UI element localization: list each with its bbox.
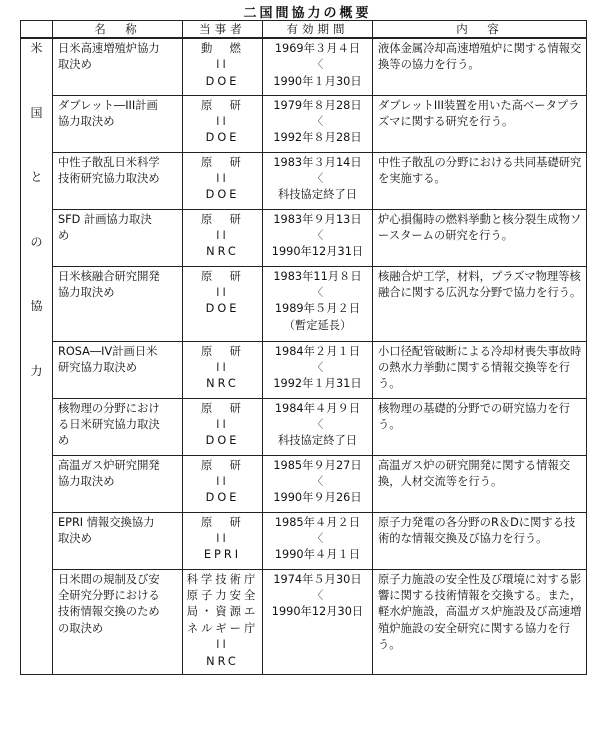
cell-party: [183, 341, 263, 398]
region-char: の: [30, 234, 43, 249]
table-row: [21, 95, 587, 152]
cell-period: [263, 95, 373, 152]
content-text: 核融合炉工学，材料，プラズマ物理等核融合に関する広汎な分野で協力を行う。: [378, 269, 582, 299]
party-line: DOE: [205, 434, 240, 448]
cell-content: [373, 512, 587, 569]
party-line: EPRI: [203, 548, 242, 562]
content-text: 高温ガス炉の研究開発に関する情報交換，人材交流等を行う。: [378, 458, 571, 488]
cooperation-table: [20, 20, 587, 675]
period-line: 1985年４月２日: [274, 515, 361, 529]
cell-party: [183, 38, 263, 95]
table-row: [21, 209, 587, 266]
table-row: [21, 152, 587, 209]
period-line: 1990年１月30日: [273, 74, 362, 88]
party-line: 原子力安全: [186, 588, 259, 602]
cell-period: [263, 152, 373, 209]
period-line: 1990年９月26日: [273, 491, 362, 505]
name-line: SFD 計画協力取決: [58, 212, 152, 226]
cell-period: [263, 38, 373, 95]
header-content: 内 容: [373, 21, 587, 39]
table-row: [21, 38, 587, 95]
party-line: DOE: [205, 302, 240, 316]
name-line: 研究協力取決め: [58, 360, 138, 374]
cell-party: [183, 152, 263, 209]
period-line: 〈: [311, 360, 324, 374]
period-line: 科技協定終了日: [277, 434, 358, 448]
cell-party: [183, 512, 263, 569]
cell-name: [53, 152, 183, 209]
content-text: 核物理の基礎的分野での研究協力を行う。: [378, 401, 571, 431]
period-line: 〈: [311, 474, 324, 488]
party-line: 原 研: [201, 155, 244, 169]
party-line: II: [216, 58, 229, 72]
period-line: 〈: [311, 588, 324, 602]
name-line: め: [58, 228, 70, 242]
period-line: 1974年５月30日: [273, 572, 362, 586]
party-line: II: [216, 171, 229, 185]
party-line: DOE: [205, 188, 240, 202]
table-row: [21, 455, 587, 512]
party-line: NRC: [206, 654, 239, 668]
party-line: 原 研: [201, 98, 244, 112]
period-line: 1990年12月30日: [271, 605, 364, 619]
period-line: 1983年３月14日: [273, 155, 362, 169]
cell-content: [373, 569, 587, 674]
cell-party: [183, 569, 263, 674]
cell-content: [373, 455, 587, 512]
cell-name: [53, 209, 183, 266]
cell-period: [263, 455, 373, 512]
party-line: II: [216, 360, 229, 374]
name-line: 日米高速増殖炉協力: [58, 42, 160, 55]
period-line: 1990年12月31日: [271, 245, 364, 259]
period-line: 1989年５月２日: [274, 302, 361, 316]
cell-content: [373, 341, 587, 398]
name-line: 高温ガス炉研究開発: [58, 458, 160, 472]
region-char: 国: [30, 105, 43, 120]
period-line: 〈: [311, 531, 324, 545]
cell-name: [53, 512, 183, 569]
name-line: 取決め: [58, 58, 92, 72]
cell-name: [53, 455, 183, 512]
period-line: 1984年２月１日: [274, 344, 361, 358]
party-line: DOE: [205, 131, 240, 145]
period-line: 〈: [311, 171, 324, 185]
period-line: 〈: [311, 285, 324, 299]
period-line: 1979年８月28日: [273, 98, 362, 112]
name-line: の取決め: [58, 621, 104, 635]
name-line: 協力取決め: [58, 474, 115, 488]
name-line: 技術研究協力取決め: [58, 171, 160, 185]
cell-content: [373, 209, 587, 266]
party-line: II: [216, 285, 229, 299]
content-text: 炉心損傷時の燃料挙動と核分裂生成物ソースタームの研究を行う。: [378, 212, 582, 242]
cell-period: [263, 266, 373, 341]
header-region: [21, 21, 53, 39]
name-line: ダブレット―III計画: [58, 98, 158, 112]
party-line: 原 研: [201, 212, 244, 226]
cell-party: [183, 266, 263, 341]
content-text: 原子力発電の各分野のR＆Dに関する技術的な情報交換及び協力を行う。: [378, 515, 576, 545]
party-line: II: [216, 417, 229, 431]
period-line: 〈: [311, 58, 324, 72]
header-period: 有効期間: [263, 21, 373, 39]
name-line: EPRI 情報交換協力: [58, 515, 155, 529]
period-line: 〈: [311, 417, 324, 431]
name-line: 中性子散乱日米科学: [58, 155, 160, 169]
cell-period: [263, 569, 373, 674]
table-row: [21, 569, 587, 674]
cell-period: [263, 341, 373, 398]
name-line: ROSA―IV計画日米: [58, 344, 158, 358]
party-line: 原 研: [201, 458, 244, 472]
region-char: と: [30, 170, 43, 185]
region-label: [21, 38, 53, 674]
name-line: 協力取決め: [58, 114, 115, 128]
cell-content: [373, 266, 587, 341]
period-line: 1983年11月８日: [273, 269, 362, 283]
content-text: 原子力施設の安全性及び環境に対する影響に関する技術情報を交換する。また，軽水炉施設，高温ガス炉施設及び高速増殖炉施設の安全研究に関する協力を行う。: [378, 572, 582, 652]
cell-party: [183, 95, 263, 152]
period-line: 1992年８月28日: [273, 131, 362, 145]
period-line: 1983年９月13日: [273, 212, 362, 226]
content-text: 小口径配管破断による冷却材喪失事故時の熱水力挙動に関する情報交換等を行う。: [378, 344, 582, 391]
cell-party: [183, 398, 263, 455]
cell-name: [53, 38, 183, 95]
party-line: DOE: [205, 74, 240, 88]
cell-content: [373, 398, 587, 455]
party-line: II: [216, 531, 229, 545]
party-line: 原 研: [201, 401, 244, 415]
header-name: 名 称: [53, 21, 183, 39]
name-line: 技術情報交換のため: [58, 605, 160, 619]
party-line: NRC: [206, 377, 239, 391]
cell-name: [53, 569, 183, 674]
cell-party: [183, 209, 263, 266]
cell-party: [183, 455, 263, 512]
name-line: 取決め: [58, 531, 92, 545]
period-line: 1985年９月27日: [273, 458, 362, 472]
period-line: 〈: [311, 228, 324, 242]
content-text: 中性子散乱の分野における共同基礎研究を実施する。: [378, 155, 582, 185]
period-line: 1984年４月９日: [274, 401, 361, 415]
party-line: ネルギー庁: [186, 621, 259, 635]
table-row: [21, 398, 587, 455]
cell-period: [263, 398, 373, 455]
content-text: 液体金属冷却高速増殖炉に関する情報交換等の協力を行う。: [378, 42, 582, 72]
name-line: 核物理の分野におけ: [58, 401, 160, 415]
party-line: DOE: [205, 491, 240, 505]
table-row: [21, 512, 587, 569]
cell-name: [53, 398, 183, 455]
period-line: 1992年１月31日: [273, 377, 362, 391]
table-row: [21, 341, 587, 398]
region-char: 協: [30, 299, 43, 314]
name-line: 日米核融合研究開発: [58, 269, 160, 283]
cell-period: [263, 209, 373, 266]
party-line: II: [216, 228, 229, 242]
period-line: 1990年４月１日: [274, 548, 361, 562]
table-row: [21, 266, 587, 341]
party-line: 原 研: [201, 269, 244, 283]
name-line: め: [58, 434, 70, 448]
name-line: る日米研究協力取決: [58, 417, 160, 431]
cell-name: [53, 95, 183, 152]
table-header-row: [21, 21, 587, 39]
name-line: 協力取決め: [58, 285, 115, 299]
region-char: 米: [30, 41, 43, 55]
cell-name: [53, 266, 183, 341]
party-line: 局・資源エ: [186, 605, 259, 619]
cell-content: [373, 95, 587, 152]
party-line: 原 研: [201, 344, 244, 358]
name-line: 日米間の規制及び安: [58, 572, 160, 586]
cell-name: [53, 341, 183, 398]
party-line: II: [216, 638, 229, 652]
content-text: ダブレットIII装置を用いた高ベータプラズマに関する研究を行う。: [378, 98, 580, 128]
period-line: （暫定延長）: [283, 318, 352, 332]
page-title: 二国間協力の概要: [243, 6, 372, 21]
cell-period: [263, 512, 373, 569]
party-line: NRC: [206, 245, 239, 259]
region-char: 力: [30, 363, 43, 378]
cell-content: [373, 38, 587, 95]
period-line: 1969年３月４日: [274, 42, 361, 55]
period-line: 〈: [311, 114, 324, 128]
party-line: 動 燃: [201, 42, 244, 55]
header-party: 当事者: [183, 21, 263, 39]
party-line: II: [216, 114, 229, 128]
party-line: II: [216, 474, 229, 488]
party-line: 科学技術庁: [186, 572, 259, 586]
cell-content: [373, 152, 587, 209]
party-line: 原 研: [201, 515, 244, 529]
period-line: 科技協定終了日: [277, 188, 358, 202]
name-line: 全研究分野における: [58, 588, 160, 602]
